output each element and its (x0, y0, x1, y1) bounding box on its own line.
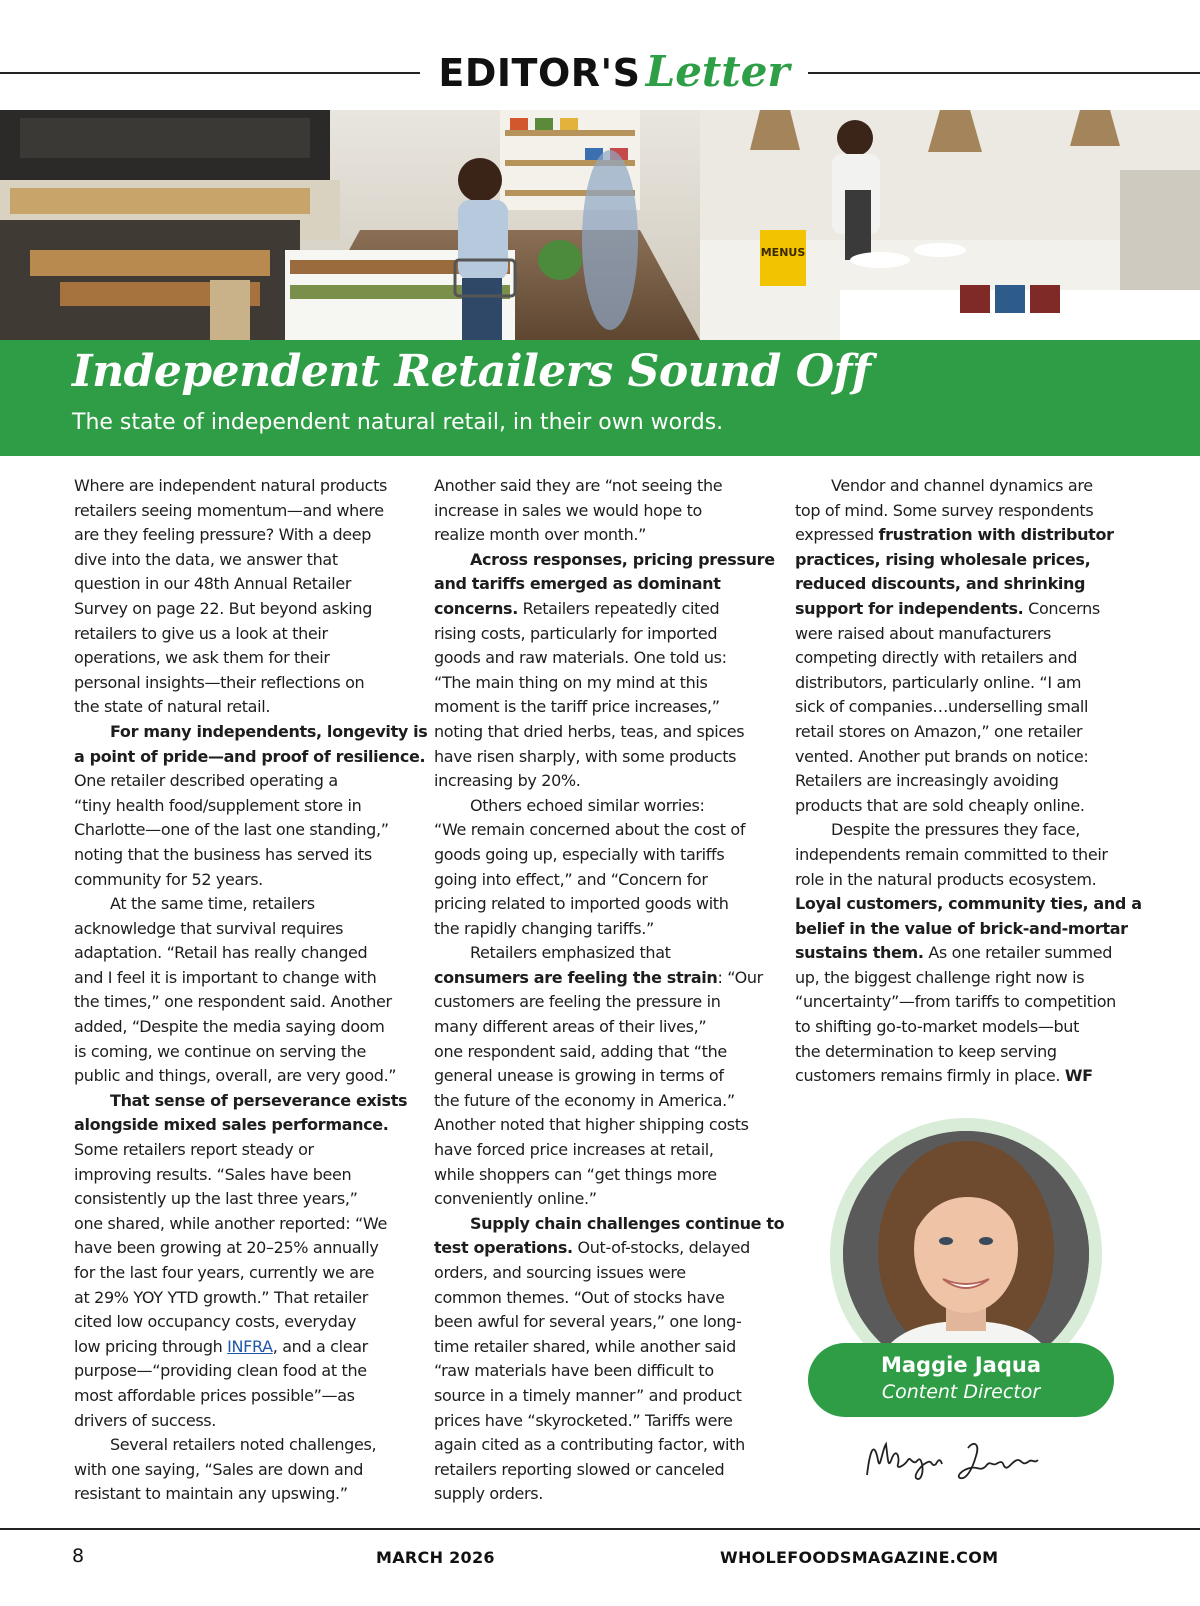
text-line (74, 1138, 414, 1163)
text-line (434, 622, 774, 647)
text-run: dive into the data, we answer that (74, 549, 338, 569)
editor-name: Maggie Jaqua (880, 1353, 1042, 1377)
text-line (795, 818, 1140, 843)
article-title: Independent Retailers Sound Off (72, 346, 871, 397)
text-run: the determination to keep serving (795, 1041, 1057, 1061)
text-run: increasing by 20%. (434, 771, 581, 791)
bold-text: practices, rising wholesale prices, (795, 549, 1091, 569)
text-run: public and things, overall, are very good.” (74, 1066, 397, 1086)
text-line (795, 523, 1140, 548)
text-run: retailers reporting slowed or canceled (434, 1459, 725, 1479)
text-run: source in a timely manner” and product (434, 1385, 742, 1405)
text-run: again cited as a contributing factor, with (434, 1435, 745, 1455)
text-run: At the same time, retailers (110, 894, 315, 914)
text-line (795, 794, 1140, 819)
text-line (74, 966, 414, 991)
text-line (795, 843, 1140, 868)
text-run: orders, and sourcing issues were (434, 1263, 686, 1282)
text-line (74, 646, 414, 671)
text-run: drivers of success. (74, 1410, 217, 1430)
text-run: were raised about manufacturers (795, 623, 1052, 643)
text-run: Several retailers noted challenges, (110, 1435, 377, 1455)
text-run: supply orders. (434, 1484, 543, 1504)
text-line (74, 671, 414, 696)
text-line (434, 1113, 774, 1138)
text-line (795, 990, 1140, 1015)
bold-text: support for independents. (795, 598, 1024, 618)
text-line (434, 1384, 774, 1409)
text-line (795, 646, 1140, 671)
text-line (74, 1064, 414, 1089)
text-run: have forced price increases at retail, (434, 1140, 714, 1160)
text-run: products that are sold cheaply online. (795, 795, 1085, 815)
text-line (795, 1040, 1140, 1065)
text-line (434, 646, 774, 671)
section-heading (420, 44, 808, 109)
text-run: many different areas of their lives,” (434, 1017, 707, 1037)
text-run: rising costs, particularly for imported (434, 623, 718, 643)
text-line (434, 1433, 774, 1458)
text-line (434, 1236, 774, 1261)
text-run: distributors, particularly online. “I am (795, 672, 1082, 692)
editor-photo (843, 1131, 1089, 1377)
text-line (795, 597, 1140, 622)
text-line (434, 892, 774, 917)
text-run: for the last four years, currently we are (74, 1263, 375, 1282)
text-run: going into effect,” and “Concern for (434, 869, 708, 889)
text-line (795, 474, 1140, 499)
text-run: have been growing at 20–25% annually (74, 1238, 379, 1258)
text-run: noting that dried herbs, teas, and spices (434, 721, 745, 741)
text-line (434, 1359, 774, 1384)
text-run: the times,” one respondent said. Another (74, 992, 392, 1012)
text-run: Others echoed similar worries: (470, 795, 705, 815)
text-run: “tiny health food/supplement store in (74, 795, 362, 815)
text-line (434, 720, 774, 745)
text-line (434, 745, 774, 770)
text-line (74, 892, 414, 917)
text-line (795, 1064, 1140, 1089)
text-line (434, 1409, 774, 1434)
text-run: “uncertainty”—from tariffs to competition (795, 992, 1116, 1012)
text-run: Retailers repeatedly cited (517, 598, 720, 618)
text-run: retailers seeing momentum—and where (74, 500, 384, 520)
editor-signature (862, 1430, 1062, 1490)
issue-date: MARCH 2026 (376, 1548, 495, 1567)
header-rule-left (0, 72, 420, 74)
text-line (434, 769, 774, 794)
text-line (74, 990, 414, 1015)
text-line (434, 868, 774, 893)
text-run: community for 52 years. (74, 869, 263, 889)
text-run: one respondent said, adding that “the (434, 1041, 727, 1061)
section-heading-script: Letter (645, 47, 790, 96)
text-line (74, 1286, 414, 1311)
text-line (74, 1212, 414, 1237)
text-line (434, 474, 774, 499)
text-line (434, 917, 774, 942)
text-line (74, 1384, 414, 1409)
text-run: low pricing through (74, 1336, 228, 1356)
text-run: are they feeling pressure? With a deep (74, 525, 372, 545)
text-line (74, 1113, 414, 1138)
text-run: Retailers emphasized that (470, 943, 671, 963)
text-run: moment is the tariff price increases,” (434, 697, 720, 717)
text-run: goods and raw materials. One told us: (434, 648, 727, 668)
text-run: Concerns (1023, 598, 1100, 618)
text-line (434, 1064, 774, 1089)
text-line (434, 1482, 774, 1507)
text-line (434, 597, 774, 622)
text-line (74, 1458, 414, 1483)
infra-link[interactable]: INFRA (227, 1336, 273, 1356)
text-run: question in our 48th Annual Retailer (74, 574, 352, 594)
text-run: Despite the pressures they face, (831, 820, 1080, 840)
text-line (795, 720, 1140, 745)
text-line (434, 1212, 785, 1237)
text-line (434, 990, 774, 1015)
text-run: Charlotte—one of the last one standing,” (74, 820, 389, 840)
text-line (74, 474, 414, 499)
text-line (434, 1015, 774, 1040)
text-line (434, 1187, 774, 1212)
text-run: , and a clear (272, 1336, 368, 1356)
text-line (74, 769, 414, 794)
text-run: independents remain committed to their (795, 844, 1108, 864)
text-run: personal insights—their reflections on (74, 672, 365, 692)
bold-text: consumers are feeling the strain (434, 967, 718, 987)
text-line (434, 941, 774, 966)
text-line (795, 499, 1140, 524)
text-run: the rapidly changing tariffs.” (434, 918, 654, 938)
article-column-1 (74, 474, 428, 1507)
text-run: improving results. “Sales have been (74, 1164, 352, 1184)
text-line (795, 769, 1140, 794)
text-line (434, 499, 774, 524)
bold-text: WF (1064, 1066, 1093, 1086)
bold-text: a point of pride—and proof of resilience. (74, 746, 426, 766)
text-run: realize month over month.” (434, 525, 647, 545)
text-line (795, 1015, 1140, 1040)
text-line (74, 818, 414, 843)
text-line (795, 941, 1140, 966)
text-line (74, 1015, 414, 1040)
text-run: most affordable prices possible”—as (74, 1385, 355, 1405)
text-run: customers are feeling the pressure in (434, 992, 721, 1012)
text-line (74, 695, 414, 720)
article-subtitle: The state of independent natural retail, in their own words. (72, 410, 724, 435)
text-run: sick of companies…underselling small (795, 697, 1089, 717)
text-run: the state of natural retail. (74, 697, 271, 717)
text-line (434, 1335, 774, 1360)
bold-text: Supply chain challenges continue to (470, 1213, 785, 1233)
text-run: retailers to give us a look at their (74, 623, 328, 643)
text-run: “The main thing on my mind at this (434, 672, 708, 692)
text-line (795, 892, 1140, 917)
article-column-2 (434, 474, 785, 1507)
text-line (434, 671, 774, 696)
text-line (795, 745, 1140, 770)
text-run: Out-of-stocks, delayed (572, 1238, 750, 1258)
text-line (434, 1040, 774, 1065)
text-run: with one saying, “Sales are down and (74, 1459, 364, 1479)
text-run: resistant to maintain any upswing.” (74, 1484, 348, 1504)
text-line (74, 843, 414, 868)
footer-rule (0, 1528, 1200, 1530)
text-run: Retailers are increasingly avoiding (795, 771, 1059, 791)
article-column-3 (795, 474, 1140, 1089)
text-line (795, 917, 1140, 942)
text-line (74, 720, 428, 745)
text-run: Where are independent natural products (74, 476, 387, 495)
text-line (434, 1458, 774, 1483)
text-run: role in the natural products ecosystem. (795, 869, 1097, 889)
text-run: As one retailer summed (923, 943, 1113, 963)
text-run: cited low occupancy costs, everyday (74, 1312, 357, 1332)
text-line (74, 572, 414, 597)
text-line (74, 1359, 414, 1384)
text-line (434, 1261, 774, 1286)
text-line (795, 572, 1140, 597)
text-line (74, 597, 414, 622)
text-line (795, 695, 1140, 720)
text-run: while shoppers can “get things more (434, 1164, 717, 1184)
text-run: pricing related to imported goods with (434, 894, 729, 914)
text-line (74, 1163, 414, 1188)
text-line (74, 1261, 414, 1286)
page-number: 8 (72, 1545, 85, 1567)
text-line (74, 622, 414, 647)
text-line (74, 745, 426, 770)
text-run: consistently up the last three years,” (74, 1189, 358, 1209)
text-line (74, 499, 414, 524)
bold-text: That sense of perseverance exists (110, 1090, 408, 1110)
text-line (74, 1089, 414, 1114)
text-run: the future of the economy in America.” (434, 1090, 735, 1110)
text-run: Vendor and channel dynamics are (831, 476, 1093, 495)
text-line (795, 622, 1140, 647)
text-line (74, 1433, 414, 1458)
text-line (434, 1310, 774, 1335)
text-line (74, 794, 414, 819)
text-run: Another noted that higher shipping costs (434, 1115, 749, 1135)
text-line (434, 843, 774, 868)
text-line (434, 794, 774, 819)
text-line (74, 1187, 414, 1212)
text-line (74, 523, 414, 548)
bold-text: belief in the value of brick-and-mortar (795, 918, 1128, 938)
text-line (795, 548, 1140, 573)
text-line (795, 966, 1140, 991)
text-line (434, 523, 774, 548)
bold-text: test operations. (434, 1238, 573, 1258)
hero-photo (0, 110, 1200, 340)
text-run: One retailer described operating a (74, 771, 338, 791)
text-line (74, 1335, 414, 1360)
text-line (434, 1163, 774, 1188)
text-run: operations, we ask them for their (74, 648, 330, 668)
text-line (434, 572, 774, 597)
text-line (74, 1310, 414, 1335)
text-run: “We remain concerned about the cost of (434, 820, 746, 840)
text-run: is coming, we continue on serving the (74, 1041, 367, 1061)
text-line (74, 1236, 414, 1261)
bold-text: reduced discounts, and shrinking (795, 574, 1086, 594)
text-run: : “Our (717, 967, 763, 987)
text-run: up, the biggest challenge right now is (795, 967, 1085, 987)
text-run: at 29% YOY YTD growth.” That retailer (74, 1287, 368, 1307)
text-run: acknowledge that survival requires (74, 918, 344, 938)
text-line (795, 868, 1140, 893)
text-line (74, 548, 414, 573)
magazine-website[interactable]: WHOLEFOODSMAGAZINE.COM (720, 1548, 999, 1567)
editor-name-card (808, 1343, 1114, 1417)
text-run: Another said they are “not seeing the (434, 476, 723, 495)
text-run: time retailer shared, while another said (434, 1336, 736, 1356)
bold-text: and tariffs emerged as dominant (434, 574, 721, 594)
bold-text: concerns. (434, 598, 518, 618)
text-line (434, 1138, 774, 1163)
text-run: and I feel it is important to change with (74, 967, 377, 987)
text-run: one shared, while another reported: “We (74, 1213, 387, 1233)
text-run: increase in sales we would hope to (434, 500, 702, 520)
title-banner (0, 340, 1200, 456)
text-line (74, 1040, 414, 1065)
text-line (434, 1089, 774, 1114)
text-run: top of mind. Some survey respondents (795, 500, 1094, 520)
text-run: have risen sharply, with some products (434, 746, 737, 766)
text-run: common themes. “Out of stocks have (434, 1287, 725, 1307)
bold-text: alongside mixed sales performance. (74, 1115, 389, 1135)
text-line (74, 941, 414, 966)
text-line (434, 818, 774, 843)
text-line (74, 1482, 414, 1507)
text-run: purpose—“providing clean food at the (74, 1361, 367, 1381)
text-line (434, 695, 774, 720)
text-run: vented. Another put brands on notice: (795, 746, 1089, 766)
text-line (74, 868, 414, 893)
header-rule-right (808, 72, 1200, 74)
text-line (795, 671, 1140, 696)
bold-text: For many independents, longevity is (110, 721, 428, 741)
text-run: prices have “skyrocketed.” Tariffs were (434, 1410, 733, 1430)
text-run: goods going up, especially with tariffs (434, 844, 725, 864)
text-run: expressed (795, 525, 879, 545)
text-run: Survey on page 22. But beyond asking (74, 598, 373, 618)
text-line (434, 1286, 774, 1311)
text-run: adaptation. “Retail has really changed (74, 943, 368, 963)
bold-text: Across responses, pricing pressure (470, 549, 775, 569)
section-heading-plain: EDITOR'S (438, 51, 641, 95)
text-run: Some retailers report steady or (74, 1140, 314, 1160)
bold-text: sustains them. (795, 943, 924, 963)
text-run: “raw materials have been difficult to (434, 1361, 714, 1381)
text-line (74, 1409, 414, 1434)
text-run: general unease is growing in terms of (434, 1066, 724, 1086)
text-run: competing directly with retailers and (795, 648, 1078, 668)
text-line (74, 917, 414, 942)
text-run: noting that the business has served its (74, 844, 372, 864)
text-run: added, “Despite the media saying doom (74, 1017, 385, 1037)
text-line (434, 548, 774, 573)
text-run: customers remains firmly in place. (795, 1066, 1065, 1086)
menus-sign-text: MENUS (760, 246, 806, 259)
text-run: been awful for several years,” one long- (434, 1312, 742, 1332)
text-run: conveniently online.” (434, 1189, 597, 1209)
text-line (434, 966, 774, 991)
editor-title: Content Director (881, 1381, 1041, 1403)
bold-text: frustration with distributor (878, 525, 1114, 545)
bold-text: Loyal customers, community ties, and a (795, 894, 1142, 914)
text-run: to shifting go-to-market models—but (795, 1017, 1080, 1037)
text-run: retail stores on Amazon,” one retailer (795, 721, 1083, 741)
